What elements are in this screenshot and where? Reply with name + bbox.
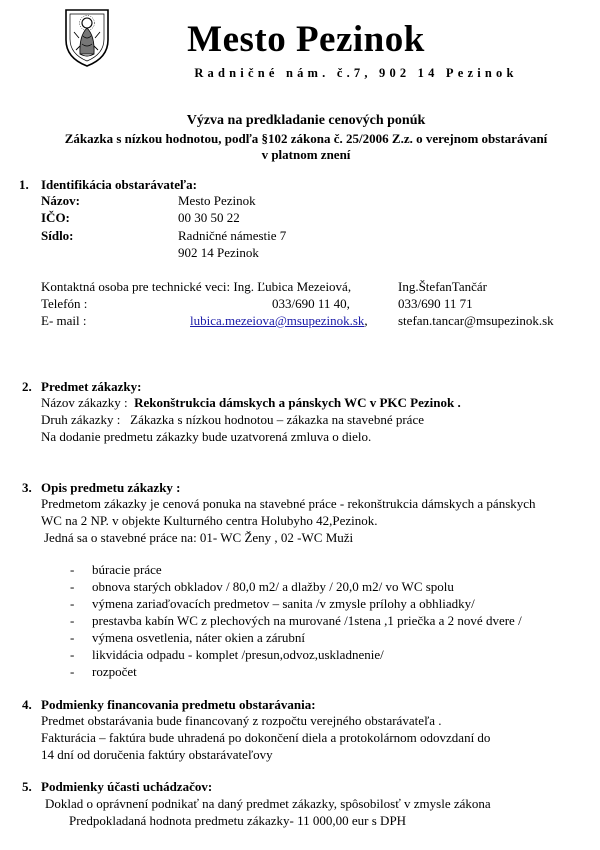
section-number: 5. — [22, 779, 32, 794]
list-item: búracie práce — [92, 562, 162, 577]
section-heading: Podmienky financovania predmetu obstarávania: — [41, 697, 316, 712]
list-bullet: - — [70, 596, 75, 611]
list-item: likvidácia odpadu - komplet /presun,odvoz,uskladnenie/ — [92, 647, 384, 662]
description-line: WC na 2 NP. v objekte Kulturného centra Holubyho 42,Pezinok. — [41, 513, 378, 528]
document-title: Výzva na predkladanie cenových ponúk — [186, 113, 426, 128]
field-value: Radničné námestie 7 — [178, 228, 287, 243]
document-subtitle: Zákazka s nízkou hodnotou, podľa §102 zákona č. 25/2006 Z.z. o verejnom obstarávaní — [64, 131, 548, 146]
list-item: rozpočet — [92, 664, 137, 679]
section-heading: Opis predmetu zákazky : — [41, 480, 181, 495]
contract-note: Na dodanie predmetu zákazky bude uzatvorená zmluva o dielo. — [41, 429, 372, 444]
list-item: výmena osvetlenia, náter okien a zárubní — [92, 630, 305, 645]
description-line: Jedná sa o stavebné práce na: 01- WC Ženy , 02 -WC Muži — [44, 530, 354, 545]
list-item: prestavba kabín WC z plechových na murované /1stena ,1 priečka a 2 nové dvere / — [92, 613, 522, 628]
participation-line: Predpokladaná hodnota predmetu zákazky- 11 000,00 eur s DPH — [69, 813, 407, 828]
contract-name-value: Rekonštrukcia dámskych a pánskych WC v PKC Pezinok . — [134, 395, 461, 410]
section-number: 3. — [22, 480, 32, 495]
list-bullet: - — [70, 562, 75, 577]
phone-value-2: 033/690 11 71 — [398, 296, 473, 311]
list-bullet: - — [70, 613, 75, 628]
email-link[interactable]: lubica.mezeiova@msupezinok.sk — [190, 313, 365, 328]
contact-person-2: Ing.ŠtefanTančár — [398, 279, 487, 294]
field-label: Sídlo: — [41, 228, 74, 243]
list-bullet: - — [70, 630, 75, 645]
contract-name — [41, 395, 461, 411]
section-number: 1. — [19, 177, 29, 192]
list-item: výmena zariaďovacích predmetov – sanita /v zmysle prílohy a obhliadky/ — [92, 596, 475, 611]
financing-line: Fakturácia – faktúra bude uhradená po dokončení diela a protokolárnom odovzdaní do — [41, 730, 491, 745]
phone-value: 033/690 11 40, — [272, 296, 350, 311]
email-label: E- mail : — [41, 313, 87, 328]
section-number: 4. — [22, 697, 32, 712]
contract-type-label: Druh zákazky : — [41, 412, 121, 427]
field-label: Názov: — [41, 193, 80, 208]
list-item: obnova starých obkladov / 80,0 m2/ a dlažby / 20,0 m2/ vo WC spolu — [92, 579, 454, 594]
field-value: 00 30 50 22 — [178, 210, 240, 225]
contract-name-label: Názov zákazky : — [41, 395, 128, 410]
field-value: Mesto Pezinok — [178, 193, 256, 208]
financing-line: 14 dní od doručenia faktúry obstarávateľovy — [41, 747, 273, 762]
list-bullet: - — [70, 664, 75, 679]
email-separator: , — [364, 313, 368, 328]
contact-person: Kontaktná osoba pre technické veci: Ing. Ľubica Mezeiová, — [41, 279, 352, 294]
email-value-2: stefan.tancar@msupezinok.sk — [398, 313, 554, 328]
phone-label: Telefón : — [41, 296, 88, 311]
section-heading: Podmienky účasti uchádzačov: — [41, 779, 213, 794]
field-value: 902 14 Pezinok — [178, 245, 259, 260]
contract-type — [41, 412, 424, 428]
field-label: IČO: — [41, 210, 70, 225]
document-subtitle-2: v platnom znení — [261, 147, 351, 162]
section-heading: Identifikácia obstarávateľa: — [41, 177, 197, 192]
description-line: Predmetom zákazky je cenová ponuka na stavebné práce - rekonštrukcia dámskych a pánskych — [41, 496, 536, 511]
list-bullet: - — [70, 647, 75, 662]
contract-type-value: Zákazka s nízkou hodnotou – zákazka na stavebné práce — [130, 412, 424, 427]
participation-line: Doklad o oprávnení podnikať na daný predmet zákazky, spôsobilosť v zmysle zákona — [45, 796, 491, 811]
city-name: Mesto Pezinok — [187, 19, 425, 60]
financing-line: Predmet obstarávania bude financovaný z rozpočtu verejného obstarávateľa . — [41, 713, 442, 728]
city-address: Radničné nám. č.7, 902 14 Pezinok — [194, 66, 518, 80]
section-heading: Predmet zákazky: — [41, 379, 142, 394]
section-number: 2. — [22, 379, 32, 394]
list-bullet: - — [70, 579, 75, 594]
